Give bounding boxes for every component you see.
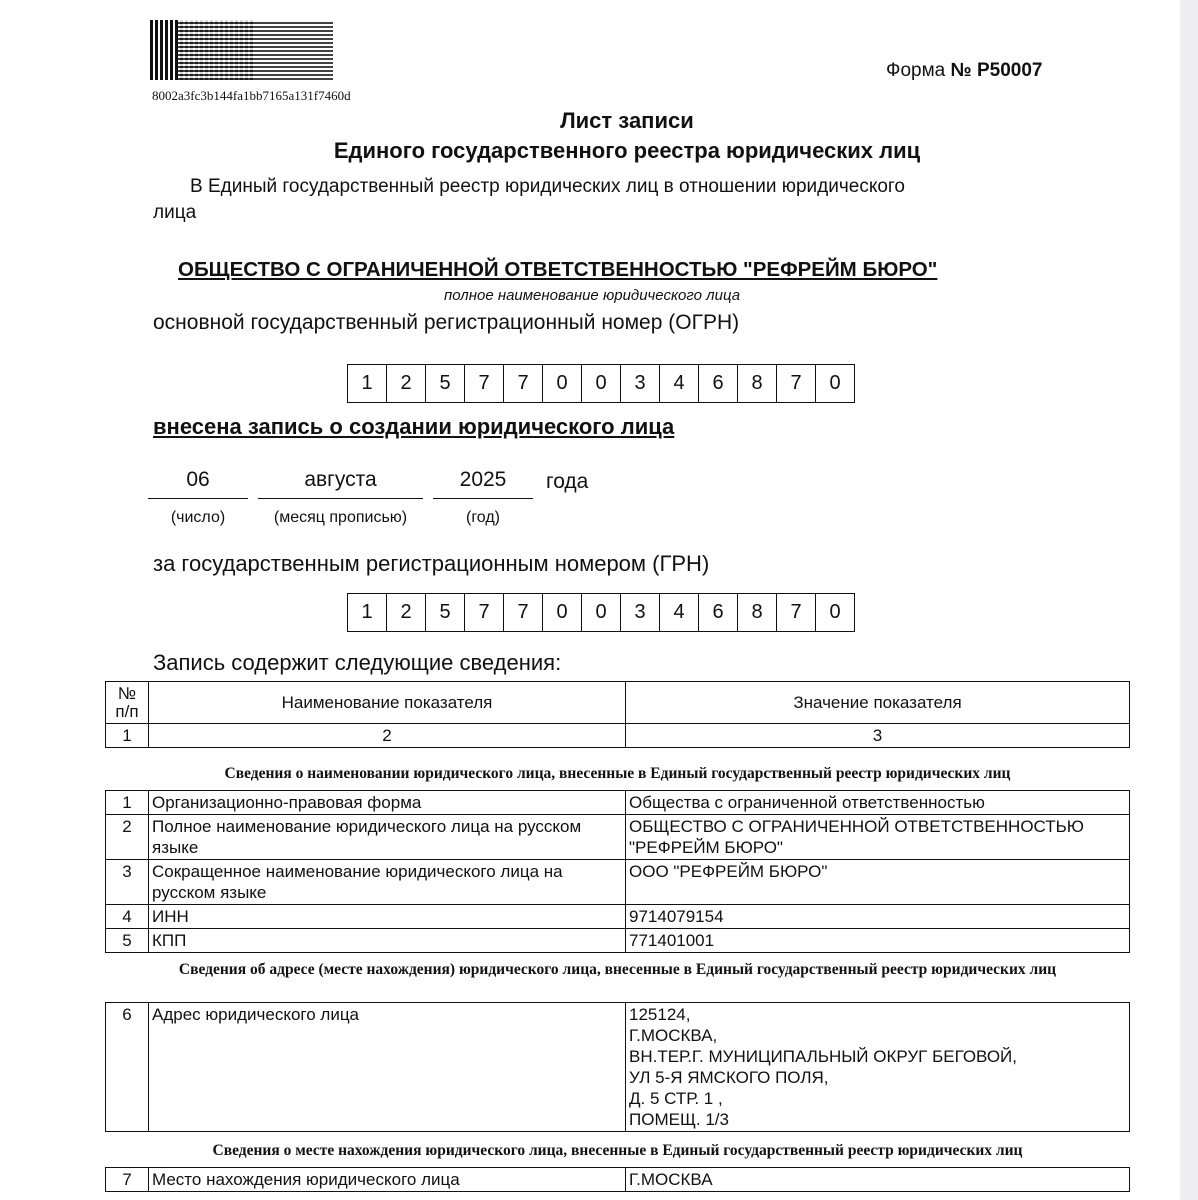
grn-digits: [347, 593, 855, 632]
row-number: 2: [106, 815, 149, 860]
digit-cell: 1: [348, 594, 387, 631]
digit-cell: 7: [504, 594, 543, 631]
row-value: ОБЩЕСТВО С ОГРАНИЧЕННОЙ ОТВЕТСТВЕННОСТЬЮ "РЕФРЕЙМ БЮРО": [626, 815, 1130, 860]
table-section-address: [105, 1002, 1130, 1132]
table-row: [106, 929, 1130, 953]
digit-cell: 7: [777, 365, 816, 402]
row-name: Место нахождения юридического лица: [149, 1168, 626, 1192]
table-header: [105, 681, 1130, 748]
row-number: 3: [106, 860, 149, 905]
digit-cell: 5: [426, 365, 465, 402]
col-value-index: 3: [626, 724, 1130, 748]
row-name: Полное наименование юридического лица на русском языке: [149, 815, 626, 860]
ogrn-label: основной государственный регистрационный номер (ОГРН): [153, 311, 740, 334]
row-name: КПП: [149, 929, 626, 953]
grn-label: за государственным регистрационным номером (ГРН): [153, 551, 710, 576]
row-number: 4: [106, 905, 149, 929]
digit-cell: 0: [829, 601, 841, 623]
digit-cell: 1: [348, 365, 387, 402]
table-row: [106, 815, 1130, 860]
col-name-header: Наименование показателя: [149, 682, 626, 724]
row-value: 771401001: [626, 929, 1130, 953]
col-name-index: 2: [149, 724, 626, 748]
form-number-value: № Р50007: [950, 60, 1043, 81]
address-line: УЛ 5-Я ЯМСКОГО ПОЛЯ,: [629, 1068, 829, 1087]
date-suffix: года: [546, 470, 589, 493]
digit-cell: 0: [582, 594, 621, 631]
digit-cell: 3: [621, 594, 660, 631]
row-value: Г.МОСКВА: [626, 1168, 1130, 1192]
table-row: [106, 860, 1130, 905]
row-name: ИНН: [149, 905, 626, 929]
digit-cell: 6: [699, 365, 738, 402]
table-row: [106, 905, 1130, 929]
scrollbar-track[interactable]: [1180, 0, 1198, 1200]
day-caption: (число): [170, 509, 226, 526]
digit-cell: 4: [660, 365, 699, 402]
digit-cell: 6: [699, 594, 738, 631]
row-value: [626, 1003, 1130, 1132]
address-line: 125124,: [629, 1005, 691, 1024]
intro-text: В Единый государственный реестр юридических лиц в отношении юридического: [190, 176, 905, 197]
digit-cell: 7: [465, 594, 504, 631]
digit-cell: 7: [504, 365, 543, 402]
digit-cell: 4: [660, 594, 699, 631]
barcode-text: 8002a3fc3b144fa1bb7165a131f7460d: [152, 88, 351, 103]
table-section-location: [105, 1167, 1130, 1192]
row-name: Адрес юридического лица: [149, 1003, 626, 1132]
section-heading-address: Сведения об адресе (месте нахождения) юридического лица, внесенные в Единый государственный реестр юридических лиц: [178, 961, 1057, 978]
row-name: Организационно-правовая форма: [149, 791, 626, 815]
section-heading-location: Сведения о месте нахождения юридического лица, внесенные в Единый государственный реестр юридических лиц: [212, 1142, 1023, 1159]
form-number: [886, 60, 1042, 82]
address-line: Г.МОСКВА,: [629, 1026, 718, 1045]
month-caption: (месяц прописью): [273, 509, 408, 526]
title-line-2: Единого государственного реестра юридических лиц: [333, 138, 921, 163]
org-name: ОБЩЕСТВО С ОГРАНИЧЕННОЙ ОТВЕТСТВЕННОСТЬЮ "РЕФРЕЙМ БЮРО": [178, 258, 938, 281]
table-row: [106, 1168, 1130, 1192]
address-line: ВН.ТЕР.Г. МУНИЦИПАЛЬНЫЙ ОКРУГ БЕГОВОЙ,: [629, 1047, 1017, 1066]
form-label: Форма: [886, 60, 951, 81]
row-number: 6: [106, 1003, 149, 1132]
digit-cell: 7: [465, 365, 504, 402]
row-number: 7: [106, 1168, 149, 1192]
table-row: [106, 1003, 1130, 1132]
date-month: августа: [258, 468, 423, 499]
org-name-caption: полное наименование юридического лица: [444, 287, 741, 304]
digit-cell: 7: [777, 594, 816, 631]
barcode-data-matrix: [178, 20, 333, 80]
digit-cell: 2: [387, 594, 426, 631]
digit-cell: 0: [582, 365, 621, 402]
row-name: Сокращенное наименование юридического лица на русском языке: [149, 860, 626, 905]
address-line: ПОМЕЩ. 1/3: [629, 1110, 729, 1129]
row-number: 1: [106, 791, 149, 815]
contains-label: Запись содержит следующие сведения:: [153, 650, 562, 675]
col-num-index: 1: [106, 724, 149, 748]
title-line-1: Лист записи: [560, 108, 694, 133]
digit-cell: 0: [543, 594, 582, 631]
table-section-name: [105, 790, 1130, 953]
col-num-header: № п/п: [106, 682, 149, 724]
table-row: [106, 791, 1130, 815]
digit-cell: 2: [387, 365, 426, 402]
digit-cell: 8: [738, 365, 777, 402]
row-value: 9714079154: [626, 905, 1130, 929]
year-caption: (год): [465, 509, 501, 526]
row-value: ООО "РЕФРЕЙМ БЮРО": [626, 860, 1130, 905]
digit-cell: 8: [738, 594, 777, 631]
col-value-header: Значение показателя: [626, 682, 1130, 724]
digit-cell: 0: [543, 365, 582, 402]
digit-cell: 5: [426, 594, 465, 631]
digit-cell: 0: [829, 372, 841, 394]
address-line: Д. 5 СТР. 1 ,: [629, 1089, 723, 1108]
section-heading-name: Сведения о наименовании юридического лица, внесенные в Единый государственный реестр юридических лиц: [224, 765, 1011, 782]
row-number: 5: [106, 929, 149, 953]
intro-text-2: лица: [153, 202, 197, 223]
ogrn-digits: [347, 364, 855, 403]
row-value: Общества с ограниченной ответственностью: [626, 791, 1130, 815]
date-year: 2025: [433, 468, 533, 499]
record-type: внесена запись о создании юридического лица: [153, 414, 675, 439]
date-day: 06: [148, 468, 248, 499]
digit-cell: 3: [621, 365, 660, 402]
